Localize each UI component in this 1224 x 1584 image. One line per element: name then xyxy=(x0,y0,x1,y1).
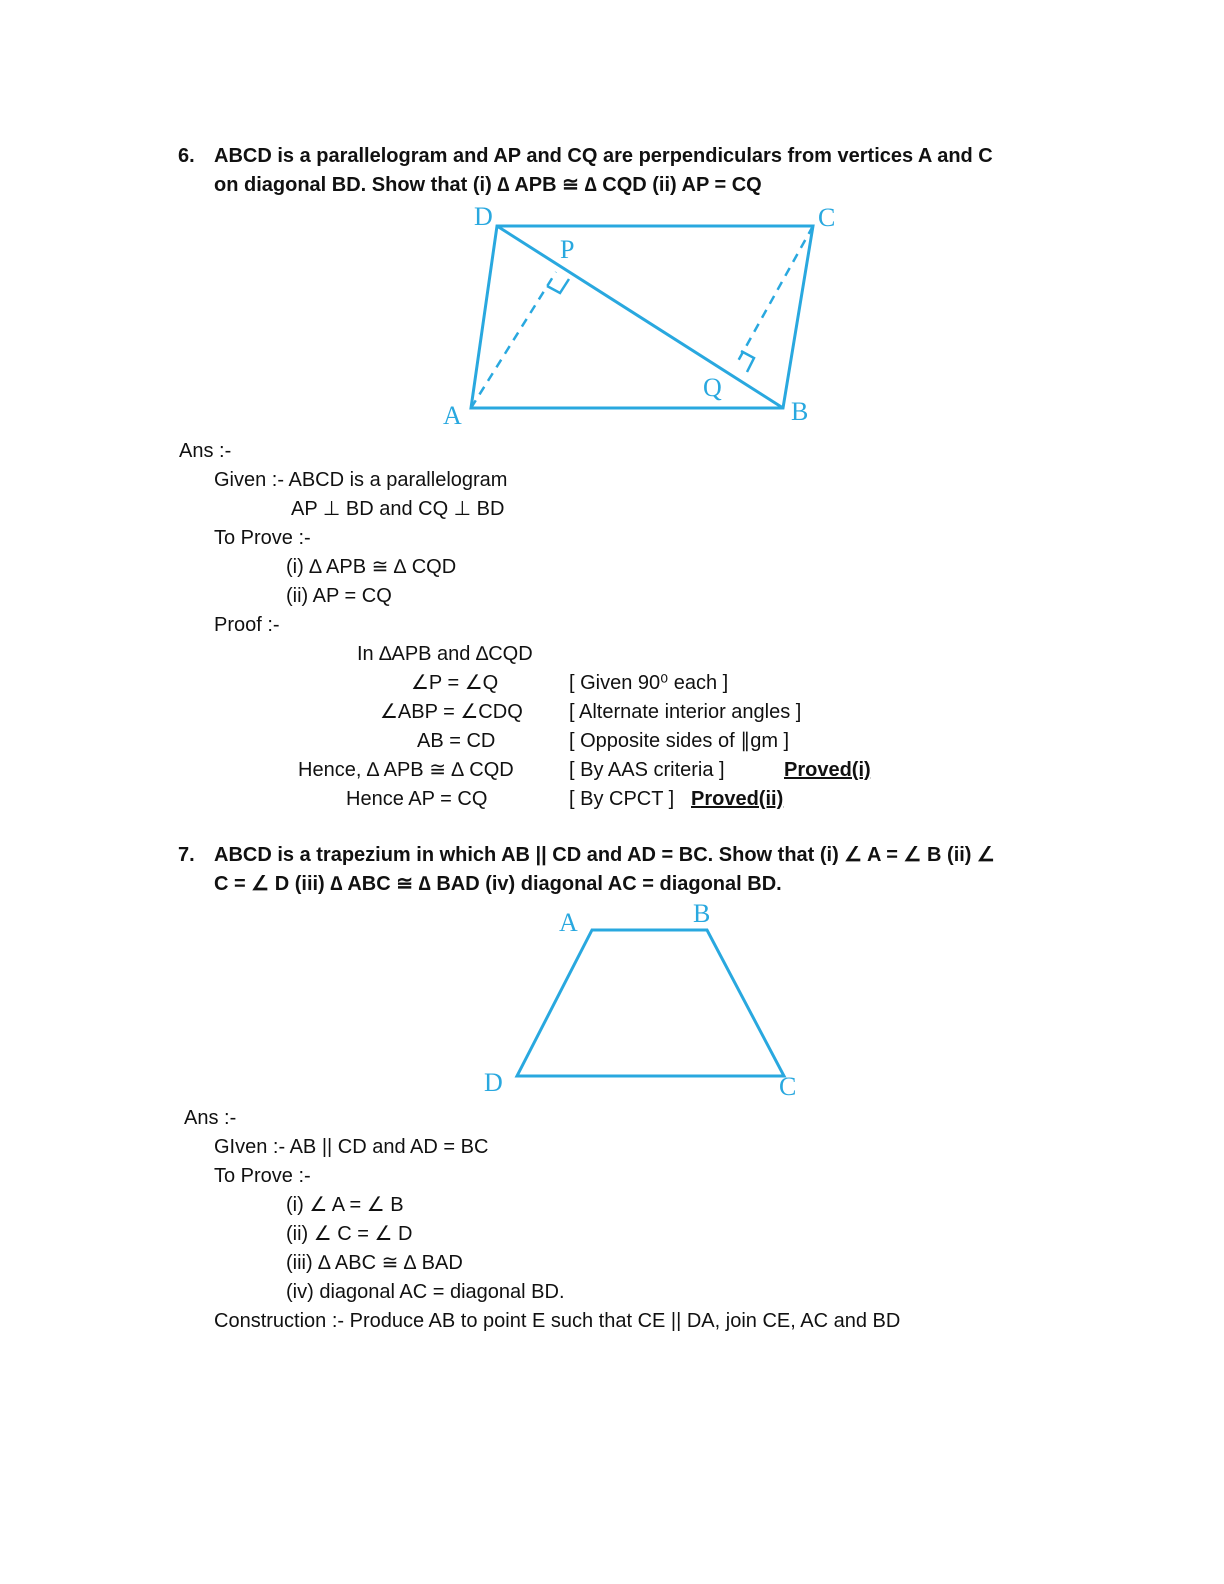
q6-question-line1: ABCD is a parallelogram and AP and CQ are perpendiculars from vertices A and C xyxy=(214,145,993,167)
proof-reason: [ By AAS criteria ] xyxy=(569,759,725,781)
label-Q: Q xyxy=(703,373,722,402)
q7-question-line1: ABCD is a trapezium in which AB || CD and AD = BC. Show that (i) ∠ A = ∠ B (ii) ∠ xyxy=(214,844,995,866)
proof-reason: [ Alternate interior angles ] xyxy=(569,701,802,723)
q6-given: Given :- ABCD is a parallelogram xyxy=(214,469,508,491)
label-A: A xyxy=(443,401,462,430)
q7-given: GIven :- AB || CD and AD = BC xyxy=(214,1136,489,1158)
label-C: C xyxy=(818,203,836,232)
q7-ans-label: Ans :- xyxy=(184,1107,237,1129)
label-B: B xyxy=(791,397,809,426)
proved-tag: Proved(i) xyxy=(784,759,871,781)
proof-reason: [ By CPCT ] xyxy=(569,788,675,810)
label-B: B xyxy=(693,899,711,928)
label-A: A xyxy=(559,908,578,937)
q6-ans-label: Ans :- xyxy=(179,440,232,462)
q6-to-prove-label: To Prove :- xyxy=(214,527,311,549)
q7-to-prove-item: (iii) ∆ ABC ≅ ∆ BAD xyxy=(286,1252,463,1274)
proof-reason: [ Opposite sides of ∥gm ] xyxy=(569,730,790,752)
q7-to-prove-label: To Prove :- xyxy=(214,1165,311,1187)
q6-question-line2: on diagonal BD. Show that (i) ∆ APB ≅ ∆ CQD (ii) AP = CQ xyxy=(214,174,762,196)
proof-statement: ∠P = ∠Q xyxy=(411,672,499,694)
q6-to-prove-item: (i) ∆ APB ≅ ∆ CQD xyxy=(286,556,457,578)
label-D: D xyxy=(474,202,493,231)
proof-statement: ∠ABP = ∠CDQ xyxy=(380,701,523,723)
q7-construction: Construction :- Produce AB to point E such that CE || DA, join CE, AC and BD xyxy=(214,1310,901,1332)
q6-proof-label: Proof :- xyxy=(214,614,280,636)
q6-number: 6. xyxy=(178,145,195,167)
label-D: D xyxy=(484,1068,503,1097)
q7-number: 7. xyxy=(178,844,195,866)
trapezium-figure xyxy=(0,895,1224,1105)
proof-reason: [ Given 90⁰ each ] xyxy=(569,672,729,694)
proof-statement: Hence AP = CQ xyxy=(346,788,488,810)
q7-to-prove-item: (iv) diagonal AC = diagonal BD. xyxy=(286,1281,565,1303)
q7-to-prove-item: (i) ∠ A = ∠ B xyxy=(286,1194,404,1216)
proved-tag: Proved(ii) xyxy=(691,788,784,810)
q6-given-2: AP ⊥ BD and CQ ⊥ BD xyxy=(291,498,505,520)
label-C: C xyxy=(779,1072,797,1101)
proof-statement: Hence, ∆ APB ≅ ∆ CQD xyxy=(298,759,514,781)
q7-question-line2: C = ∠ D (iii) ∆ ABC ≅ ∆ BAD (iv) diagonal AC = diagonal BD. xyxy=(214,873,782,895)
q7-to-prove-item: (ii) ∠ C = ∠ D xyxy=(286,1223,413,1245)
proof-statement: AB = CD xyxy=(417,730,496,752)
q6-proof-intro: In ∆APB and ∆CQD xyxy=(357,643,533,665)
parallelogram-figure xyxy=(0,0,1224,440)
label-P: P xyxy=(560,235,575,264)
q6-to-prove-item: (ii) AP = CQ xyxy=(286,585,392,607)
